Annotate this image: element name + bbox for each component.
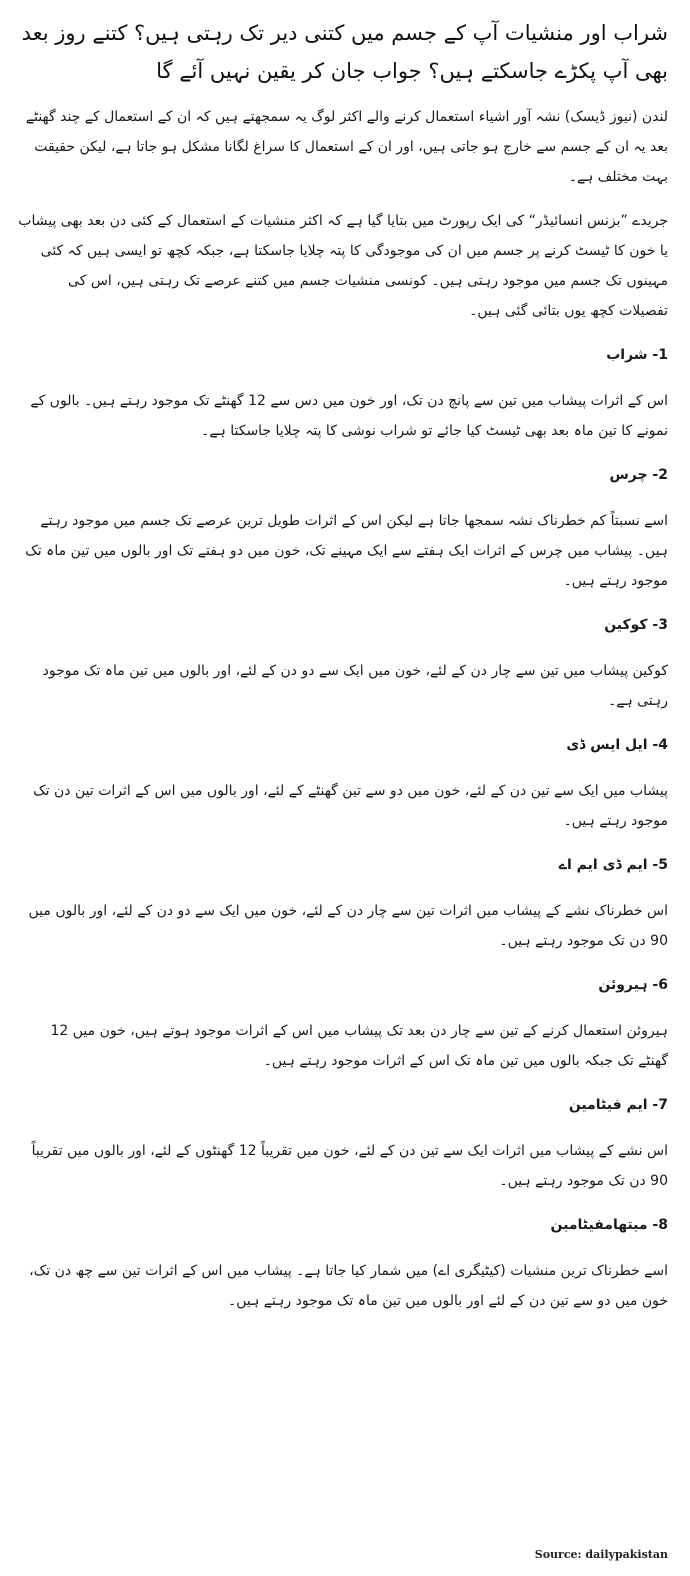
section-heading-methamphetamine: 8- میتھامفیٹامین (550, 1217, 668, 1233)
section-text-cannabis: اسے نسبتاً کم خطرناک نشہ سمجھا جاتا ہے لیکن اس کے اثرات طویل ترین عرصے تک جسم میں موجود رہتے ہیں۔ پیشاب میں چرس کے اثرات ایک ہفتے سے ایک مہینے تک، خون میں دو ہفتے تک اور بالوں میں تین ماہ تک موجود رہتے ہیں۔ (25, 513, 668, 589)
section-text-lsd: پیشاب میں ایک سے تین دن کے لئے، خون میں دو سے تین گھنٹے کے لئے، اور بالوں میں اس کے اثرات تین دن تک موجود رہتے ہیں۔ (33, 783, 668, 829)
section-heading-cannabis: 2- چرس (609, 467, 668, 483)
section-text-alcohol: اس کے اثرات پیشاب میں تین سے پانچ دن تک، اور خون میں دس سے 12 گھنٹے تک موجود رہتے ہیں۔ بالوں کے نمونے کا تین ماہ بعد بھی ٹیسٹ کیا جائے تو شراب نوشی کا پتہ چلایا جاسکتا ہے۔ (30, 393, 668, 439)
section-text-methamphetamine: اسے خطرناک ترین منشیات (کیٹیگری اے) میں شمار کیا جاتا ہے۔ پیشاب میں اس کے اثرات تین سے چھ دن تک، خون میں دو سے تین دن کے لئے اور بالوں میں تین ماہ تک موجود رہتے ہیں۔ (29, 1263, 668, 1309)
section-text-mdma: اس خطرناک نشے کے پیشاب میں اثرات تین سے چار دن کے لئے، خون میں ایک سے دو دن کے لئے، اور بالوں میں 90 دن تک موجود رہتے ہیں۔ (28, 903, 668, 949)
section-heading-amphetamine: 7- ایم فیٹامین (568, 1097, 668, 1113)
intro-paragraph: لندن (نیوز ڈیسک) نشہ آور اشیاء استعمال کرنے والے اکثر لوگ یہ سمجھتے ہیں کہ ان کے استعمال کے چند گھنٹے بعد یہ ان کے جسم سے خارج ہو جاتی ہیں، اور ان کے استعمال کا سراغ لگانا مشکل ہو جاتا ہے، لیکن حقیقت بہت مختلف ہے۔ (25, 109, 668, 185)
section-text-cocaine: کوکین پیشاب میں تین سے چار دن کے لئے، خون میں ایک سے دو دن کے لئے، اور بالوں میں تین ماہ تک موجود رہتی ہے۔ (42, 663, 668, 709)
article-headline: شراب اور منشیات آپ کے جسم میں کتنی دیر تک رہتی ہیں؟ کتنے روز بعد بھی آپ پکڑے جاسکتے ہیں؟ جواب جان کر یقین نہیں آئے گا (21, 21, 668, 83)
section-text-heroin: ہیروئن استعمال کرنے کے تین سے چار دن بعد تک پیشاب میں اس کے اثرات موجود ہوتے ہیں، خون میں 12 گھنٹے تک جبکہ بالوں میں تین ماہ تک اس کے اثرات موجود رہتے ہیں۔ (50, 1023, 668, 1069)
section-heading-alcohol: 1- شراب (606, 347, 668, 363)
section-text-amphetamine: اس نشے کے پیشاب میں اثرات ایک سے تین دن کے لئے، خون میں تقریباً 12 گھنٹوں کے لئے، اور بالوں میں تقریباً 90 دن تک موجود رہتے ہیں۔ (31, 1143, 668, 1189)
section-heading-heroin: 6- ہیروئن (598, 977, 668, 993)
section-heading-cocaine: 3- کوکین (604, 617, 668, 633)
section-heading-lsd: 4- ایل ایس ڈی (566, 737, 668, 753)
intro-paragraph: جریدے ”بزنس انسائیڈر“ کی ایک رپورٹ میں بتایا گیا ہے کہ اکثر منشیات کے استعمال کے کئی دن بعد بھی پیشاب یا خون کا ٹیسٹ کرنے پر جسم میں ان کی موجودگی کا پتہ چلایا جاسکتا ہے، جبکہ کچھ تو ایسی ہیں کہ کئی مہینوں تک جسم میں موجود رہتی ہیں۔ کونسی منشیات جسم میں کتنے عرصے تک رہتی ہیں، اس کی تفصیلات کچھ یوں بتائی گئی ہیں۔ (18, 213, 668, 319)
article-body (18, 14, 668, 1330)
source-credit: Source: dailypakistan (534, 1548, 668, 1561)
section-heading-mdma: 5- ایم ڈی ایم اے (558, 857, 668, 873)
